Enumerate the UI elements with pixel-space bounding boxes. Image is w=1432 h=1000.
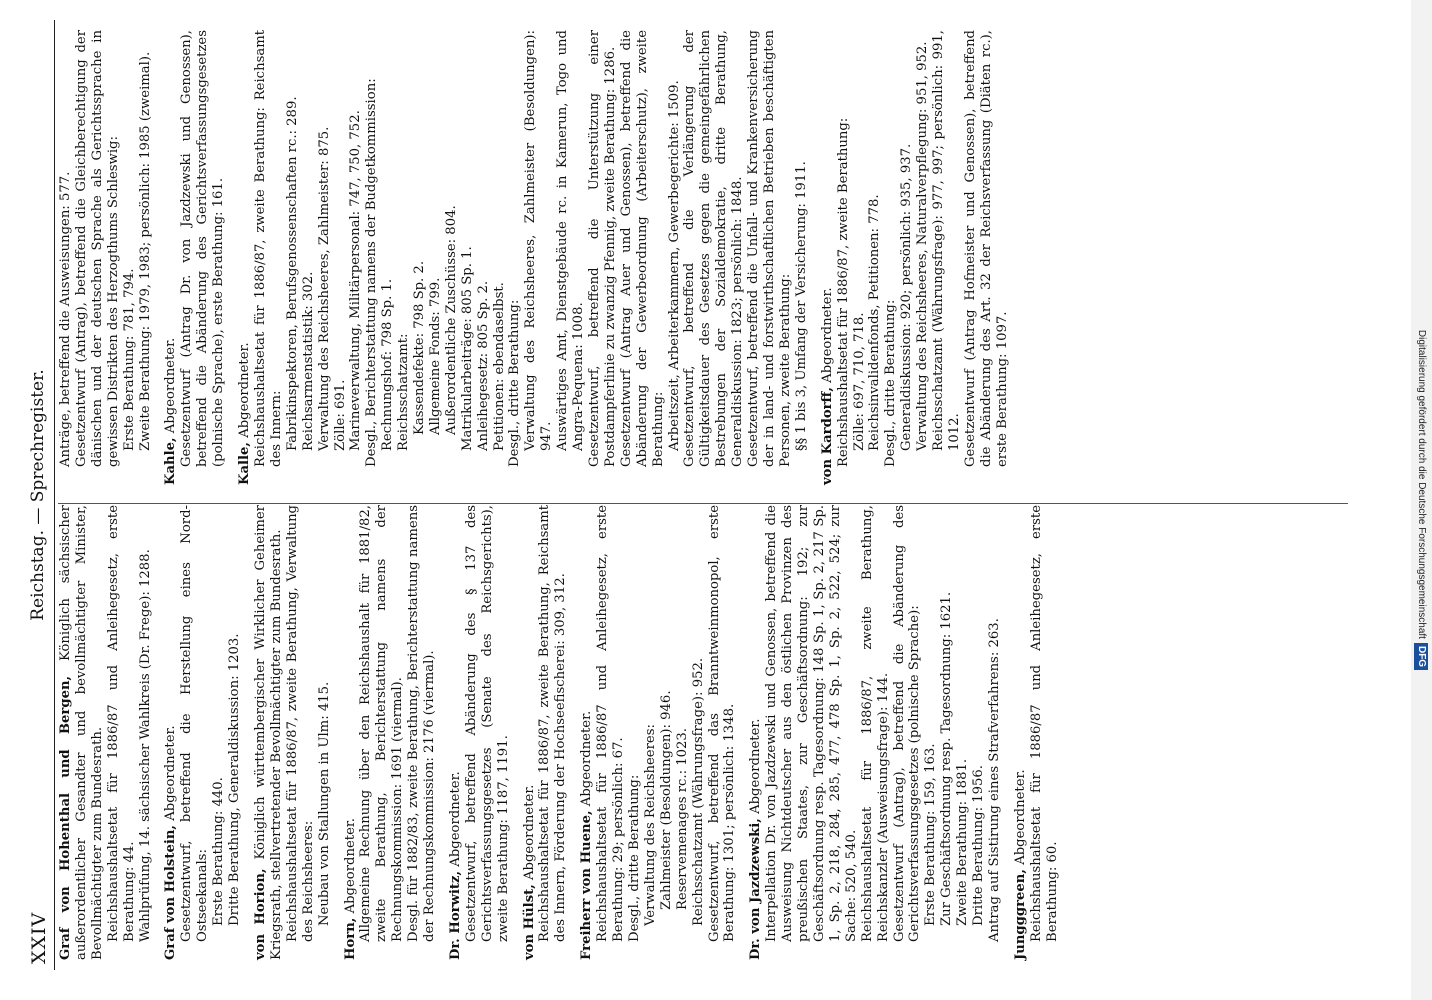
entry-text: Gesetzentwurf, betreffend die Herstellung eines Nord-Ostseekanals: <box>179 505 211 942</box>
running-title: Reichstag. — Sprechregister. <box>28 369 48 621</box>
entry-text: Dritte Berathung: 1956. <box>971 765 987 926</box>
register-line <box>794 30 810 485</box>
register-line <box>746 30 794 485</box>
register-line <box>74 30 122 485</box>
register-line <box>971 505 987 960</box>
entry-text: Abgeordneter. <box>521 784 537 880</box>
register-line <box>595 505 627 960</box>
register-line <box>955 505 971 960</box>
register-line <box>317 505 333 960</box>
entry-text: Königlich sächsischer außerordentlicher Gesandter und bevollmächtigter Minister, Bevollmächtigter zum Bundesrath. <box>58 505 105 960</box>
register-line <box>883 30 899 485</box>
entry-text: Zweite Berathung: 1979, 1983; persönlich: 1985 (zweimal). <box>137 51 153 451</box>
entry-text: Verwaltung des Reichsheeres, Zahlmeister: 875. <box>316 126 332 451</box>
speaker-name: Freiherr von Huene, <box>579 810 595 960</box>
column-divider <box>58 503 1348 504</box>
entry-text: Reichsschatzamt (Währungsfrage): 952. <box>690 657 706 926</box>
speaker-entry <box>163 505 179 960</box>
register-line <box>899 30 915 485</box>
entry-text: Desgl. für 1882/83, zweite Berathung, Berichterstattung namens der Rechnungskommission: 2176 (viermal). <box>406 505 438 942</box>
speaker-name: Horn, <box>342 917 358 960</box>
register-line <box>492 30 508 485</box>
speaker-name: von Horion, <box>252 868 268 960</box>
register-line <box>555 30 587 485</box>
speaker-name: Graf von Holstein, <box>163 824 179 960</box>
entry-text: Abgeordneter. <box>748 718 764 814</box>
register-line <box>122 30 138 485</box>
register-line <box>285 30 301 485</box>
register-line <box>106 505 138 960</box>
entry-text: Abgeordneter. <box>819 287 835 383</box>
register-line <box>428 30 444 485</box>
entry-text: Fabrikinspektoren, Berufsgenossenschaften rc.: 289. <box>284 96 300 451</box>
speaker-name: Kahle, <box>163 437 179 485</box>
register-line <box>987 505 1003 960</box>
register-line <box>285 505 317 960</box>
entry-text: Zur Geschäftsordnung resp. Tagesordnung: 1621. <box>939 591 955 926</box>
register-line <box>682 30 746 485</box>
entry-text: Anträge, betreffend die Ausweisungen: 577. <box>58 171 73 467</box>
entry-text: Reichshaushaltsetat für 1886/87 und Anleihegesetz, erste Berathung: 60. <box>1028 505 1060 942</box>
register-column-left <box>58 505 1061 960</box>
entry-text: Anleihegesetz: 805 Sp. 2. <box>475 280 491 451</box>
register-line <box>764 505 859 960</box>
entry-text: Abgeordneter. <box>163 725 179 821</box>
register-line <box>380 30 396 485</box>
entry-text: Abgeordneter. <box>579 710 595 807</box>
register-line <box>211 505 227 960</box>
dfg-caption <box>1411 0 1432 1000</box>
register-line <box>707 505 739 960</box>
entry-text: Gesetzentwurf (Antrag), betreffend die Gleichberechtigung der dänischen und der deutschen Sprache als Gerichtssprache in gewissen Distrikten des Herzogthums Schleswig: <box>73 30 121 467</box>
entry-text: Reichshaushaltsetat für 1886/87 und Anleihegesetz, erste Berathung: 44. <box>105 505 137 942</box>
entry-text: Zahlmeister (Besoldungen): 946. <box>658 690 674 910</box>
register-line <box>667 30 683 485</box>
register-line <box>643 505 659 960</box>
speaker-name: von Kardorff, <box>819 387 835 485</box>
entry-text: Gesetzentwurf (Antrag Auer und Genossen), betreffend die Abänderung der Gewerbeordnung (Arbeiterschutz), zweite Berathung: <box>618 30 666 467</box>
speaker-entry <box>343 505 359 960</box>
register-line <box>507 30 523 485</box>
register-line <box>476 30 492 485</box>
entry-text: Reichsinvalidenfonds, Petitionen: 778. <box>867 194 883 451</box>
register-line <box>852 30 868 485</box>
register-line <box>138 30 154 485</box>
entry-text: Erste Berathung: 781, 794. <box>121 268 137 451</box>
register-line <box>963 30 1011 485</box>
entry-text: Reichshaushaltsetat für 1886/87, zweite Berathung, Reichsamt des Innern, Förderung der Hochseefischerei: 309, 312. <box>537 505 569 942</box>
register-line <box>253 30 285 485</box>
entry-text: Reichshaushaltsetat für 1886/87, zweite Berathung: Reichsamt des Innern: <box>252 30 284 467</box>
entry-text: Gesetzentwurf (Antrag Dr. von Jazdzewski und Genossen), betreffend die Abänderung des Gerichtsverfassungsgesetzes (polnische Sprache), erste Berathung: 161. <box>179 30 227 467</box>
register-column-right <box>58 30 1011 485</box>
register-line <box>892 505 924 960</box>
entry-gap <box>227 30 237 485</box>
entry-text: Außerordentliche Zuschüsse: 804. <box>443 205 459 435</box>
entry-gap <box>569 505 579 960</box>
speaker-entry <box>163 30 179 485</box>
entry-text: Abgeordneter. <box>1012 769 1028 865</box>
register-line <box>659 505 675 960</box>
entry-gap <box>243 505 253 960</box>
entry-text: Reichsschatzamt (Währungsfrage): 977, 997; persönlich: 991, 1012. <box>931 30 962 451</box>
entry-gap <box>738 505 748 960</box>
speaker-entry <box>820 30 836 485</box>
entry-text: Marineverwaltung, Militärpersonal: 747, 750, 752. <box>348 110 364 451</box>
speaker-entry <box>748 505 764 960</box>
entry-text: Erste Berathung: 440. <box>211 777 227 926</box>
entry-text: Gesetzentwurf (Antrag Hofmeister und Genossen), betreffend die Abänderung des Art. 32 der Reichsverfassung (Diäten rc.), erste Berathung: 1097. <box>962 30 1010 467</box>
register-line <box>675 505 691 960</box>
entry-text: Generaldiskussion: 920; persönlich: 935, 937. <box>899 143 915 451</box>
entry-text: Interpellation Dr. von Jazdzewski und Genossen, betreffend die Ausweisung Nichtdeutscher aus den östlichen Provinzen des preußischen Staates, zur Geschäftsordnung: 192; zur Geschäftsordnung resp. Tagesordnung: 148 Sp. 1, Sp. 2, 217 Sp. 1, Sp. 2, 218, 284, 285, 477, 478 Sp. 1, Sp. 2, 522, 524; zur Sache: 520, 540. <box>764 505 859 942</box>
register-line <box>1029 505 1061 960</box>
entry-text: Verwaltung des Reichsheeres: <box>642 724 658 926</box>
register-line <box>444 30 460 485</box>
entry-text: Kassendefekte: 798 Sp. 2. <box>412 260 428 435</box>
entry-text: Desgl., Berichterstattung namens der Budgetkommission: <box>364 78 380 467</box>
entry-text: Abgeordneter. <box>237 342 253 438</box>
register-line <box>317 30 333 485</box>
speaker-entry <box>58 505 106 960</box>
entry-text: Erste Berathung: 159, 163. <box>923 743 939 926</box>
entry-text: Desgl., dritte Berathung: <box>627 774 642 942</box>
entry-text: Allgemeine Rechnung über den Reichshaushalt für 1881/82, zweite Berathung, Berichterstattung namens der Rechnungskommission: 1691 (viermal). <box>358 505 406 942</box>
entry-text: Wahlprüfung, 14. sächsischer Wahlkreis (Dr. Frege): 1288. <box>137 549 153 942</box>
speaker-entry <box>1013 505 1029 960</box>
speaker-name: Kalle, <box>237 441 253 485</box>
entry-text: Auswärtiges Amt, Dienstgebäude rc. in Kamerun, Togo und Angra-Pequena: 1008. <box>555 30 587 451</box>
entry-text: Königlich württembergischer Wirklicher Geheimer Kriegsrath, stellvertretender Bevollmächtigter zum Bundesrath. <box>252 505 284 960</box>
entry-text: Zölle: 697, 710, 718. <box>851 312 867 451</box>
entry-gap <box>153 505 163 960</box>
register-line <box>691 505 707 960</box>
entry-text: Allgemeine Fonds: 799. <box>427 277 443 435</box>
speaker-entry <box>237 30 253 485</box>
speaker-name: Graf von Hohenthal und Bergen, <box>58 675 73 960</box>
entry-gap <box>810 30 820 485</box>
register-line <box>923 505 939 960</box>
speaker-name: Jungggreen, <box>1012 869 1028 960</box>
register-line <box>412 30 428 485</box>
register-line <box>179 30 227 485</box>
register-line <box>931 30 963 485</box>
speaker-entry <box>522 505 538 960</box>
register-line <box>939 505 955 960</box>
register-line <box>358 505 406 960</box>
register-line <box>627 505 643 960</box>
entry-gap <box>512 505 522 960</box>
speaker-entry <box>579 505 595 960</box>
register-line <box>138 505 154 960</box>
entry-gap <box>1003 505 1013 960</box>
speaker-name: von Hülst, <box>521 884 537 960</box>
register-line <box>348 30 364 485</box>
entry-text: Reichshaushaltsetat für 1886/87, zweite Berathung, Verwaltung des Reichsheeres: <box>284 505 316 942</box>
entry-text: Zweite Berathung: 1881. <box>955 758 971 926</box>
entry-text: Antrag auf Sistirung eines Strafverfahrens: 263. <box>986 618 1002 942</box>
register-line <box>301 30 317 485</box>
entry-text: Reichshaushaltsetat für 1886/87, zweite Berathung: <box>835 117 851 467</box>
entry-text: §§ 1 bis 3, Umfang der Versicherung: 1911. <box>793 161 809 451</box>
register-line <box>227 505 243 960</box>
entry-text: Gesetzentwurf, betreffend die Verlängerung der Gültigkeitsdauer des Gesetzes gegen die gemeingefährlichen Bestrebungen der Sozialdemokratie, dritte Berathung, Generaldiskussion: 1823; persönlich: 1848. <box>682 30 746 467</box>
entry-gap <box>333 505 343 960</box>
entry-text: Rechnungshof: 798 Sp. 1. <box>380 278 396 451</box>
register-line <box>587 30 619 485</box>
entry-text: Verwaltung des Reichsheeres, Zahlmeister (Besoldungen): 947. <box>523 30 555 451</box>
speaker-name: Dr. Horwitz, <box>447 870 463 960</box>
register-line <box>860 505 892 960</box>
entry-text: Reichsarmenstatistik: 302. <box>300 271 316 451</box>
register-line <box>364 30 380 485</box>
entry-text: Desgl., dritte Berathung: <box>507 299 523 467</box>
entry-text: Verwaltung des Reichsheeres, Naturalverpflegung: 951, 952. <box>915 41 931 451</box>
entry-text: Gesetzentwurf, betreffend das Branntweinmonopol, erste Berathung: 1301; persönlich: 1348. <box>706 505 738 942</box>
register-line <box>179 505 211 960</box>
entry-text: Arbeitszeit, Arbeiterkammern, Gewerbegerichte: 1509. <box>666 80 682 451</box>
entry-text: Desgl., dritte Berathung: <box>883 299 899 467</box>
register-line <box>915 30 931 485</box>
dfg-logo: DFG <box>1414 643 1428 670</box>
register-line <box>836 30 852 485</box>
register-line <box>619 30 667 485</box>
page-number: XXIV <box>28 911 50 964</box>
entry-text: Abgeordneter. <box>447 771 463 867</box>
entry-text: Reichshaushaltsetat für 1886/87, zweite Berathung, Reichskanzler (Ausweisungsfrage): 144. <box>859 505 891 942</box>
register-line <box>537 505 569 960</box>
entry-text: Gesetzentwurf, betreffend Abänderung des § 137 des Gerichtsverfassungsgesetzes (Senate des Reichsgerichts), zweite Berathung: 1187, 1191. <box>463 505 511 942</box>
register-line <box>460 30 476 485</box>
entry-text: Abgeordneter. <box>342 818 358 914</box>
register-line <box>58 30 74 485</box>
entry-text: Zölle: 691. <box>332 379 348 451</box>
entry-text: Petitionen: ebendaselbst. <box>491 282 507 451</box>
entry-text: Dritte Berathung, Generaldiskussion: 1203. <box>227 633 243 926</box>
entry-text: Reservemenages rc.: 1023. <box>674 727 690 910</box>
entry-text: Neubau von Stallungen in Ulm: 415. <box>316 681 332 926</box>
speaker-entry <box>253 505 285 960</box>
speaker-entry <box>448 505 464 960</box>
entry-gap <box>438 505 448 960</box>
register-line <box>523 30 555 485</box>
entry-text: Abgeordneter. <box>163 337 179 434</box>
dfg-caption-text: Digitalisierung gefördert durch die Deutsche Forschungsgemeinschaft <box>1416 329 1427 639</box>
register-line <box>867 30 883 485</box>
register-line <box>396 30 412 485</box>
entry-text: Gesetzentwurf, betreffend die Unterstützung einer Postdampferlinie zu zwanzig Pfennig, zweite Berathung: 1286. <box>587 30 618 467</box>
entry-gap <box>153 30 163 485</box>
entry-text: Gesetzentwurf (Antrag), betreffend die Abänderung des Gerichtsverfassungsgesetzes (polnische Sprache): <box>891 505 923 942</box>
speaker-name: Dr. von Jazdzewski, <box>748 818 764 960</box>
dfg-sidebar <box>1411 0 1432 1000</box>
register-line <box>333 30 349 485</box>
entry-text: Matrikularbeiträge: 805 Sp. 1. <box>459 246 475 451</box>
page-header <box>22 20 55 970</box>
register-line <box>464 505 512 960</box>
entry-text: Reichsschatzamt: <box>396 333 412 451</box>
register-line <box>406 505 438 960</box>
entry-text: Gesetzentwurf, betreffend die Unfall- und Krankenversicherung der in land- und forstwirthschaftlichen Betrieben beschäftigten Personen, zweite Berathung: <box>746 30 793 467</box>
entry-text: Reichshaushaltsetat für 1886/87 und Anleihegesetz, erste Berathung: 29; persönlich: 67. <box>595 505 627 942</box>
